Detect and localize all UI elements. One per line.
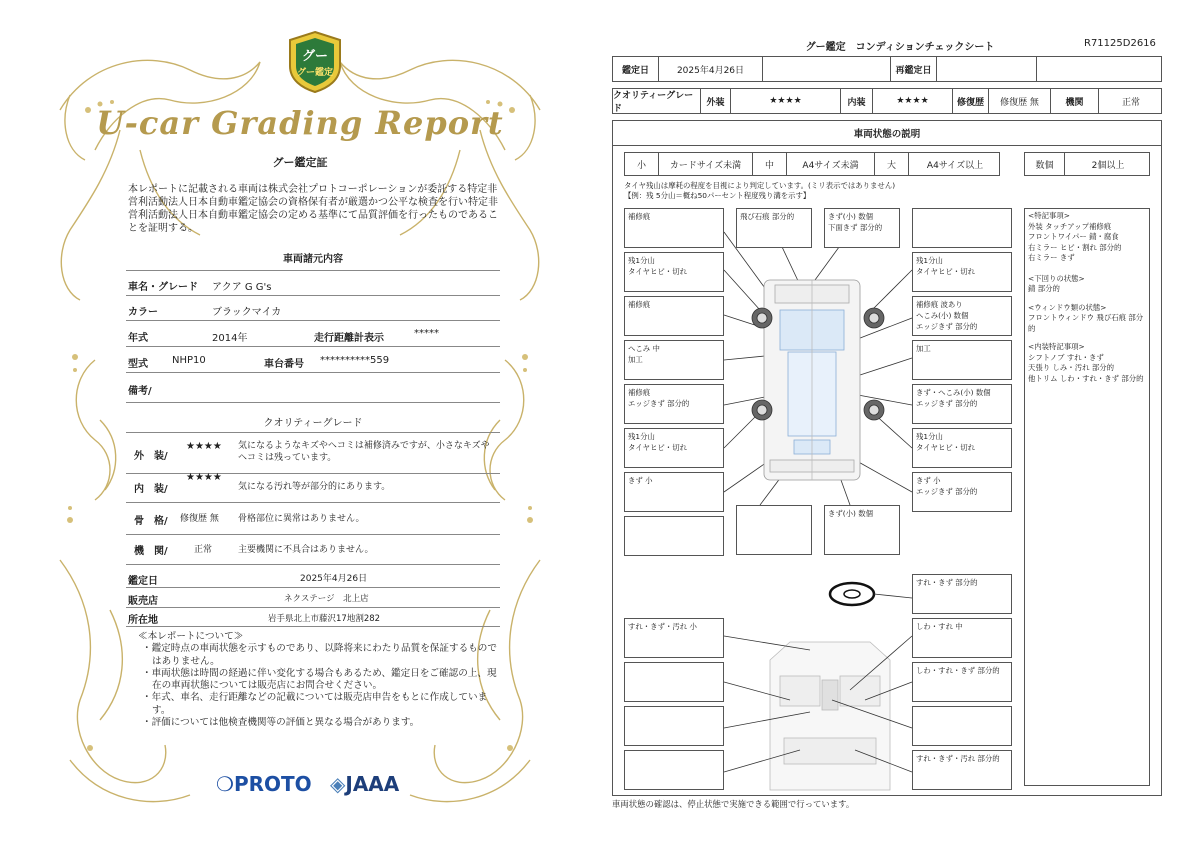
tire-note-1: タイヤ残山は摩耗の程度を目視により判定しています。(ミリ表示ではありません)	[624, 181, 896, 190]
exterior-stars: ★★★★	[186, 441, 222, 452]
spec-row-remarks	[126, 374, 500, 403]
model-label: 型式	[128, 359, 148, 370]
proto-logo: ❍PROTO	[216, 772, 312, 796]
comment-box: しわ・すれ・きず 部分的	[912, 662, 1012, 702]
comment-box: しわ・すれ 中	[912, 618, 1012, 658]
comment-box	[624, 706, 724, 746]
comment-box: きず 小 エッジきず 部分的	[912, 472, 1012, 512]
count-desc: 2個以上	[1091, 160, 1125, 171]
comment-box: 残1分山 タイヤヒビ・切れ	[624, 428, 724, 468]
exterior-label: 外 装/	[134, 451, 168, 462]
chassis-label: 車台番号	[264, 359, 304, 370]
date-value: 2025年4月26日	[659, 57, 763, 81]
size-mid-label: 中	[753, 153, 787, 175]
comment-box: 補修痕	[624, 296, 724, 336]
shop-label: 販売店	[128, 596, 158, 607]
special-line: 外装 タッチアップ補修痕	[1028, 221, 1112, 231]
comment-box: すれ・きず 部分的	[912, 574, 1012, 614]
grade-label: クオリティーグレード	[613, 89, 701, 113]
car-name-label: 車名・グレード	[128, 282, 198, 293]
interior-label: 内 装/	[134, 484, 168, 495]
report-script-title: U-car Grading Report	[96, 104, 504, 142]
interior-line: 他トリム しわ・すれ・きず 部分的	[1028, 373, 1144, 383]
certificate-title: グー鑑定証	[272, 156, 328, 169]
comment-box: 残1分山 タイヤヒビ・切れ	[912, 428, 1012, 468]
svg-text:グー鑑定: グー鑑定	[296, 68, 334, 78]
under-title: <下回りの状態>	[1028, 273, 1085, 283]
window-line: フロントウィンドウ 飛び石痕 部分的	[1028, 313, 1144, 333]
comment-box	[624, 750, 724, 790]
ext-stars: ★★★★	[731, 89, 841, 113]
proto-mark-icon: ❍	[216, 772, 234, 796]
count-label: 数個	[1025, 153, 1065, 175]
special-line: フロントワイパー 錆・腐食	[1028, 232, 1119, 241]
address-value: 岩手県北上市藤沢17地割282	[268, 614, 381, 624]
comment-box: すれ・きず・汚れ 部分的	[912, 750, 1012, 790]
special-line: 右ミラー きず	[1028, 253, 1075, 262]
info-row-date	[126, 568, 500, 588]
model-value: NHP10	[172, 355, 206, 366]
spec-heading: 車両諸元内容	[283, 254, 343, 265]
comment-box	[624, 516, 724, 556]
comment-box	[912, 706, 1012, 746]
report-id: R71125D2616	[1084, 38, 1156, 49]
exterior-comment: 気になるようなキズやヘコミは補修済みですが、小さなキズやヘコミは残っています。	[238, 441, 490, 463]
int-label: 内装	[841, 89, 873, 113]
chassis-value: **********559	[320, 355, 390, 366]
date-label: 鑑定日	[613, 57, 659, 81]
note-item: ・車両状態は時間の経過に伴い変化する場合もあるため、鑑定日をご確認の上、現在の車両状態については販売店にお問合せください。	[142, 667, 497, 692]
comment-box: へこみ 中 加工	[624, 340, 724, 380]
mileage-value: *****	[414, 328, 439, 339]
comment-box: 補修痕 エッジきず 部分的	[624, 384, 724, 424]
comment-box: きず(小) 数個	[824, 505, 900, 555]
frame-comment: 骨格部位に異常はありません。	[238, 514, 365, 524]
interior-comment: 気になる汚れ等が部分的にあります。	[238, 482, 391, 492]
under-line: 錆 部分的	[1028, 284, 1060, 293]
engine-value: 正常	[194, 545, 213, 555]
quality-row-engine	[126, 536, 500, 565]
comment-box: 加工	[912, 340, 1012, 380]
repair-value: 修復歴 無	[989, 89, 1051, 113]
year-label: 年式	[128, 333, 148, 344]
interior-stars: ★★★★	[186, 472, 222, 483]
address-label: 所在地	[128, 615, 158, 626]
comment-box	[912, 208, 1012, 248]
condition-check-sheet	[600, 0, 1200, 848]
svg-text:グー: グー	[301, 49, 329, 64]
window-title: <ウィンドウ類の状態>	[1028, 302, 1107, 312]
comment-box: 補修痕 波あり へこみ(小) 数個 エッジきず 部分的	[912, 296, 1012, 336]
year-value: 2014年	[212, 333, 248, 344]
quality-row-frame	[126, 504, 500, 535]
goo-kantei-badge-icon	[286, 30, 344, 94]
size-big-label: 大	[875, 153, 909, 175]
comment-box: 飛び石痕 部分的	[736, 208, 812, 248]
comment-box: きず(小) 数個 下面きず 部分的	[824, 208, 900, 248]
engine-label: 機 関/	[134, 546, 168, 557]
comment-box	[736, 505, 812, 555]
quality-row-interior	[126, 474, 500, 503]
special-title: <特記事項>	[1028, 211, 1070, 220]
size-small-desc: カードサイズ未満	[659, 153, 753, 175]
note-item: ・鑑定時点の車両状態を示すものであり、以降将来にわたり品質を保証するものではありません。	[142, 643, 497, 667]
comment-box: 残1分山 タイヤヒビ・切れ	[624, 252, 724, 292]
car-name-value: アクア G G's	[212, 282, 272, 293]
report-notes	[138, 631, 498, 729]
interior-title: <内装特記事項>	[1028, 342, 1085, 351]
comment-box	[624, 662, 724, 702]
spec-row-name	[126, 270, 500, 296]
quality-row-exterior	[126, 432, 500, 474]
notes-title: ≪本レポートについて≫	[138, 631, 244, 642]
date-value: 2025年4月26日	[300, 574, 368, 584]
comment-box: きず 小	[624, 472, 724, 512]
color-label: カラー	[128, 307, 158, 318]
shop-value: ネクステージ 北上店	[284, 594, 369, 604]
int-stars: ★★★★	[873, 89, 953, 113]
mileage-label: 走行距離計表示	[314, 333, 384, 344]
comment-box: すれ・きず・汚れ 小	[624, 618, 724, 658]
comment-box: 残1分山 タイヤヒビ・切れ	[912, 252, 1012, 292]
comment-box: 補修痕	[624, 208, 724, 248]
explanation-heading: 車両状態の説明	[613, 121, 1161, 146]
jaaa-mark-icon: ◈	[330, 772, 346, 796]
interior-line: 天張り しみ・汚れ 部分的	[1028, 363, 1114, 372]
special-line: 右ミラー ヒビ・割れ 部分的	[1028, 242, 1122, 252]
quality-heading: クオリティーグレード	[263, 418, 363, 429]
comment-box: きず・へこみ(小) 数個 エッジきず 部分的	[912, 384, 1012, 424]
jaaa-logo: ◈JAAA	[330, 772, 400, 796]
info-row-shop	[126, 588, 500, 608]
frame-value: 修復歴 無	[180, 514, 219, 524]
size-mid-desc: A4サイズ未満	[787, 153, 875, 175]
engine-comment: 主要機関に不具合はありません。	[238, 545, 374, 555]
ext-label: 外装	[701, 89, 731, 113]
certificate-intro: 本レポートに記載される車両は株式会社プロトコーポレーションが委託する特定非営利活動法人日本自動車鑑定協会の資格保有者が厳選かつ公平な検査を行い特定非営利活動法人日本自動車鑑定協会の定める基準にて品質評価を行ったものであることを証明する。	[128, 184, 498, 234]
size-big-desc: A4サイズ以上	[926, 160, 984, 171]
size-small-label: 小	[625, 153, 659, 175]
engine-label: 機関	[1051, 89, 1099, 113]
info-row-address	[126, 608, 500, 627]
note-item: ・年式、車名、走行距離などの記載については販売店申告をもとに作成しています。	[142, 692, 488, 716]
date-label: 鑑定日	[128, 576, 158, 587]
frame-label: 骨 格/	[134, 516, 168, 527]
reinspect-label: 再鑑定日	[891, 57, 937, 81]
color-value: ブラックマイカ	[212, 307, 282, 318]
repair-label: 修復歴	[953, 89, 989, 113]
spec-row-color	[126, 296, 500, 321]
sheet-title: グー鑑定 コンディションチェックシート	[805, 42, 995, 53]
sheet-footer: 車両状態の確認は、停止状態で実施できる範囲で行っています。	[612, 799, 855, 809]
spec-row-year	[126, 322, 500, 347]
interior-line: シフトノブ すれ・きず	[1028, 352, 1104, 362]
tire-note-2: 【例：残 5分山＝概ね50パーセント程度残り溝を示す】	[624, 191, 811, 200]
spec-row-model	[126, 348, 500, 373]
remarks-label: 備考/	[128, 386, 152, 397]
engine-value: 正常	[1121, 97, 1140, 108]
note-item: ・評価については他検査機関等の評価と異なる場合があります。	[142, 717, 420, 729]
